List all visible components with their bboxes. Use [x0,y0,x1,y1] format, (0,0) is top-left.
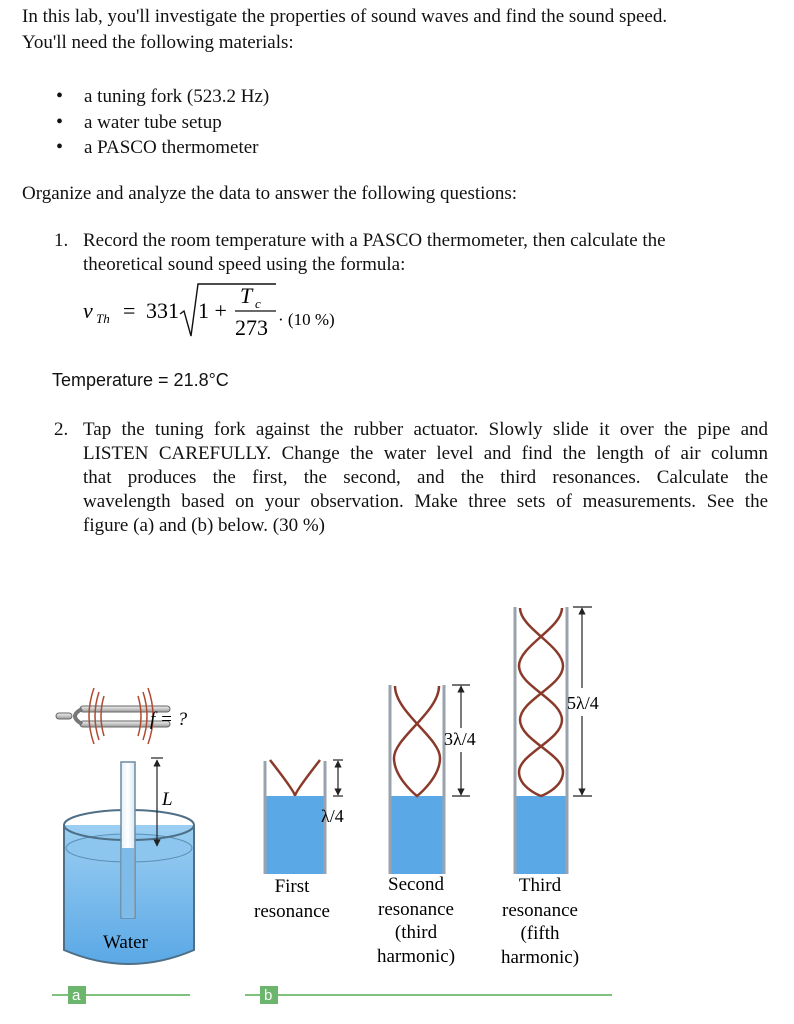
svg-text:resonance: resonance [378,899,454,920]
panel-b-letter: b [264,987,273,1004]
formula-v: v [83,298,93,323]
intro-line-2: You'll need the following materials: [22,32,294,53]
svg-text:harmonic): harmonic) [500,947,580,968]
organize-instruction: Organize and analyze the data to answer the following questions: [22,183,518,204]
frequency-label: f = ? [150,709,188,730]
svg-text:(third: (third [394,922,438,943]
list-item: • a PASCO thermometer [24,135,269,161]
question-2-number: 2. [54,419,69,440]
first-resonance-tube [265,760,344,874]
formula-equals: = [123,298,136,323]
question-2-line-3: that produces the first, the second, and the third resonances. Calculate the [83,467,768,488]
formula-v-subscript: Th [96,311,110,326]
formula-numerator: T [240,283,253,308]
question-2-line-2: LISTEN CAREFULLY. Change the water level and find the length of air column [83,443,768,464]
third-length-label: 5λ/4 [567,693,599,713]
second-caption [377,874,455,967]
third-resonance-tube [515,607,599,874]
svg-text:harmonic): harmonic) [376,946,456,967]
second-length-label: 3λ/4 [444,729,476,749]
question-2-line-1: Tap the tuning fork against the rubber actuator. Slowly slide it over the pipe and [83,419,768,440]
tuning-fork-base [75,709,82,724]
list-item: • a tuning fork (523.2 Hz) [24,84,269,110]
intro-line-1: In this lab, you'll investigate the properties of sound waves and find the sound speed. [22,6,668,27]
svg-text:resonance: resonance [502,900,578,921]
question-1-line-1: Record the room temperature with a PASCO thermometer, then calculate the [83,230,666,251]
list-item: • a water tube setup [24,110,269,136]
panel-a-letter: a [72,987,81,1004]
third-caption [501,875,579,968]
length-label: L [162,789,173,810]
panel-a-apparatus [56,688,194,964]
question-2-line-4: wavelength based on your observation. Make three sets of measurements. See the [83,491,768,512]
question-2-line-5: figure (a) and (b) below. (30 %) [83,515,325,536]
temperature-value: Temperature = 21.8°C [52,370,229,390]
second-resonance-tube [390,685,476,874]
svg-text:resonance: resonance [254,901,330,922]
svg-text:Second: Second [388,874,444,895]
svg-text:Third: Third [518,875,562,896]
formula-numerator-subscript: c [255,296,261,311]
tuning-fork-handle [56,713,72,719]
question-1-line-2: theoretical sound speed using the formula: [83,254,406,275]
third-wave [519,608,563,796]
formula-denominator: 273 [235,315,268,340]
formula-weight: · (10 %) [278,310,335,329]
vibration-lines [89,688,153,744]
question-1-number: 1. [54,230,69,251]
second-wave [394,686,440,796]
water-label: Water [103,932,148,953]
first-length-label: λ/4 [321,806,344,826]
tube-water [122,848,134,918]
formula-coefficient: 331 [146,298,179,323]
formula-one-plus: 1 + [198,298,227,323]
svg-text:(fifth: (fifth [520,923,560,944]
svg-text:First: First [274,876,310,897]
first-wave [270,760,320,796]
first-caption [254,876,330,922]
